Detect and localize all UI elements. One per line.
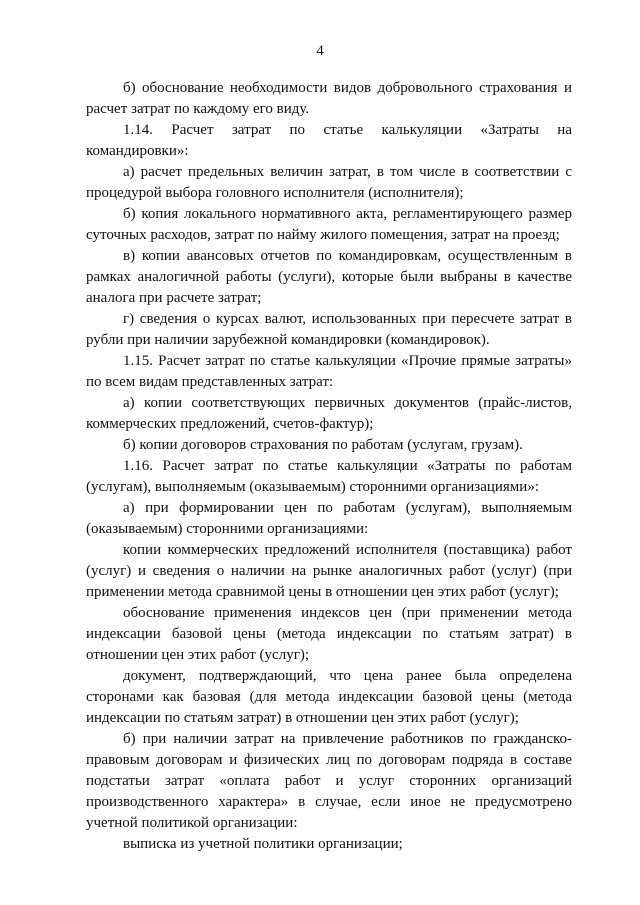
paragraph: г) сведения о курсах валют, использованных при пересчете затрат в рубли при наличии зарубежной командировки (командировок).	[86, 311, 572, 348]
paragraph: б) обоснование необходимости видов добровольного страхования и расчет затрат по каждому его виду.	[86, 80, 572, 117]
paragraph: копии коммерческих предложений исполнителя (поставщика) работ (услуг) и сведения о наличии на рынке аналогичных работ (услуг) (при применении метода сравнимой цены в отношении цен этих работ (услуг);	[86, 542, 572, 600]
paragraph: выписка из учетной политики организации;	[123, 836, 403, 852]
paragraph: 1.14. Расчет затрат по статье калькуляции «Затраты на командировки»:	[86, 122, 572, 159]
paragraph: 1.15. Расчет затрат по статье калькуляции «Прочие прямые затраты» по всем видам представленных затрат:	[86, 353, 572, 390]
paragraph: б) копии договоров страхования по работам (услугам, грузам).	[123, 437, 523, 453]
paragraph: в) копии авансовых отчетов по командировкам, осуществленным в рамках аналогичной работы (услуги), которые были выбраны в качестве аналога при расчете затрат;	[86, 248, 572, 306]
paragraph: обоснование применения индексов цен (при применении метода индексации базовой цены (метода индексации по статьям затрат) в отношении цен этих работ (услуг);	[86, 605, 572, 663]
paragraph: а) расчет предельных величин затрат, в том числе в соответствии с процедурой выбора головного исполнителя (исполнителя);	[86, 164, 572, 201]
paragraph: документ, подтверждающий, что цена ранее была определена сторонами как базовая (для метода индексации базовой цены (метода индексации по статьям затрат) в отношении цен этих работ (услуг);	[86, 668, 572, 726]
document-body	[86, 78, 572, 855]
paragraph: а) копии соответствующих первичных документов (прайс-листов, коммерческих предложений, счетов-фактур);	[86, 395, 572, 432]
paragraph: б) при наличии затрат на привлечение работников по гражданско-правовым договорам и физических лиц по договорам подряда в составе подстатьи затрат «оплата работ и услуг сторонних организаций производственного характера» в случае, если иное не предусмотрено учетной политикой организации:	[86, 731, 572, 831]
page-number: 4	[316, 43, 324, 59]
paragraph: б) копия локального нормативного акта, регламентирующего размер суточных расходов, затрат по найму жилого помещения, затрат на проезд;	[86, 206, 572, 243]
paragraph: 1.16. Расчет затрат по статье калькуляции «Затраты по работам (услугам), выполняемым (оказываемым) сторонними организациями»:	[86, 458, 572, 495]
paragraph: а) при формировании цен по работам (услугам), выполняемым (оказываемым) сторонними организациями:	[86, 500, 572, 537]
